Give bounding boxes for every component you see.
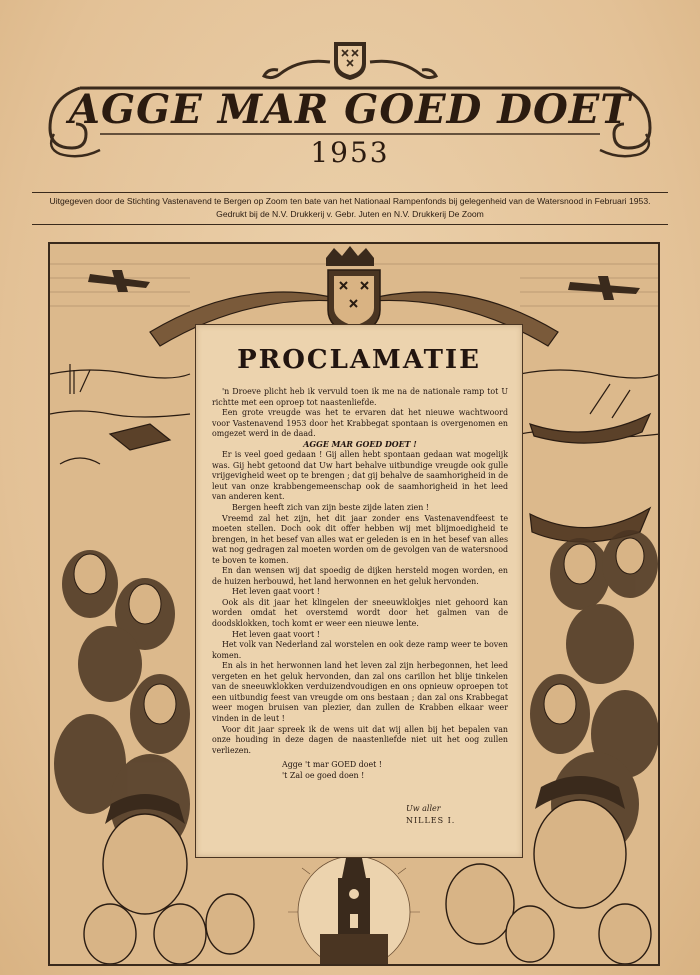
church-tower-icon [288,844,420,964]
printer-line: Gedrukt bij de N.V. Drukkerij v. Gebr. Juten en N.V. Drukkerij De Zoom [216,209,484,219]
paragraph: 'n Droeve plicht heb ik vervuld toen ik me na de nationale ramp tot U richtte met een oproep tot naastenliefde. [212,387,508,407]
paragraph: Vreemd zal het zijn, het dit jaar zonder ens Vastenavendfeest te moeten stellen. Doch ook dit offer hebben wij met blijmoedigheid te brengen, in het besef van alles wat er geleden is en in het besef van alles wat nog gedragen zal moeten worden om de gevolgen van de watersnood te boven te komen. [212,513,508,565]
closing [212,760,508,781]
paragraph: En als in het herwonnen land het leven zal zijn herbegonnen, het leed vergeten en het geluk hervonden, dan zal ons carillon het blije tinkelen van de sneeuwklokken verduizendvoudigen en ons opnieuw oproepen tot een uitbundig feest van vreugde om ons bestaan ; dan zal ons Krabbegat weer mogen bruisen van plezier, dan zullen de Krabben elkaar weer vinden in de leut ! [212,661,508,723]
signature [406,803,455,827]
masthead-year: 1953 [310,136,390,169]
crest-icon [326,246,380,336]
paragraph: Voor dit jaar spreek ik de wens uit dat wij allen bij het bepalen van onze houding in deze dagen de naastenliefde niet uit het oog zullen verliezen. [212,724,508,755]
paragraph: En dan wensen wij dat spoedig de dijken hersteld mogen worden, en de huizen herbouwd, het land herwonnen en het geluk hervonden. [212,566,508,586]
rule-divider [32,224,668,225]
masthead-title: AGGE MAR GOED DOET [68,86,632,133]
proclamation-scroll [195,324,523,858]
paragraph: Er is veel goed gedaan ! Gij allen hebt spontaan gedaan wat mogelijk was. Gij hebt getoond dat Uw hart behalve uitbundige vreugde ook gulle vrijgevigheid weet op te brengen ; dat gij behalve de saamhorigheid in de leut van onze krabbengemeenschap ook de saamhorigheid in het leed van anderen kent. [212,450,508,502]
signature-name: NILLES I. [406,816,456,825]
coat-of-arms-icon [334,42,366,80]
paragraph: Het leven gaat voort ! [232,629,320,639]
paragraph: Ook als dit jaar het klingelen der sneeuwklokjes niet gehoord kan worden omdat het overstemd wordt door het galmen van de doodsklokken, toch komt er weer een nieuwe lente. [212,597,508,629]
proclamation-title: PROCLAMATIE [237,345,481,375]
rule-divider [32,192,668,193]
paragraph: Een grote vreugde was het te ervaren dat het nieuwe wachtwoord voor Vastenavend 1953 door het Krabbegat spontaan is overgenomen en omgezet werd in de daad. [212,408,508,439]
closing-line: Agge 't mar GOED doet ! [282,760,382,770]
masthead [40,38,660,188]
paragraph: Het volk van Nederland zal worstelen en ook deze ramp weer te boven komen. [212,640,508,660]
illustrated-frame [48,242,660,966]
publisher-info [40,195,660,221]
paragraph: Het leven gaat voort ! [232,587,320,597]
closing-line: 't Zal oe goed doen ! [282,770,365,780]
paragraph: Bergen heeft zich van zijn beste zijde laten zien ! [232,503,429,513]
slogan: AGGE MAR GOED DOET ! [303,439,417,449]
publisher-line: Uitgegeven door de Stichting Vastenavend te Bergen op Zoom ten bate van het Nationaal Rampenfonds bij gelegenheid van de Watersnood in Februari 1953. [49,196,651,206]
signature-prefix: Uw aller [406,804,441,813]
proclamation-text [212,387,508,781]
